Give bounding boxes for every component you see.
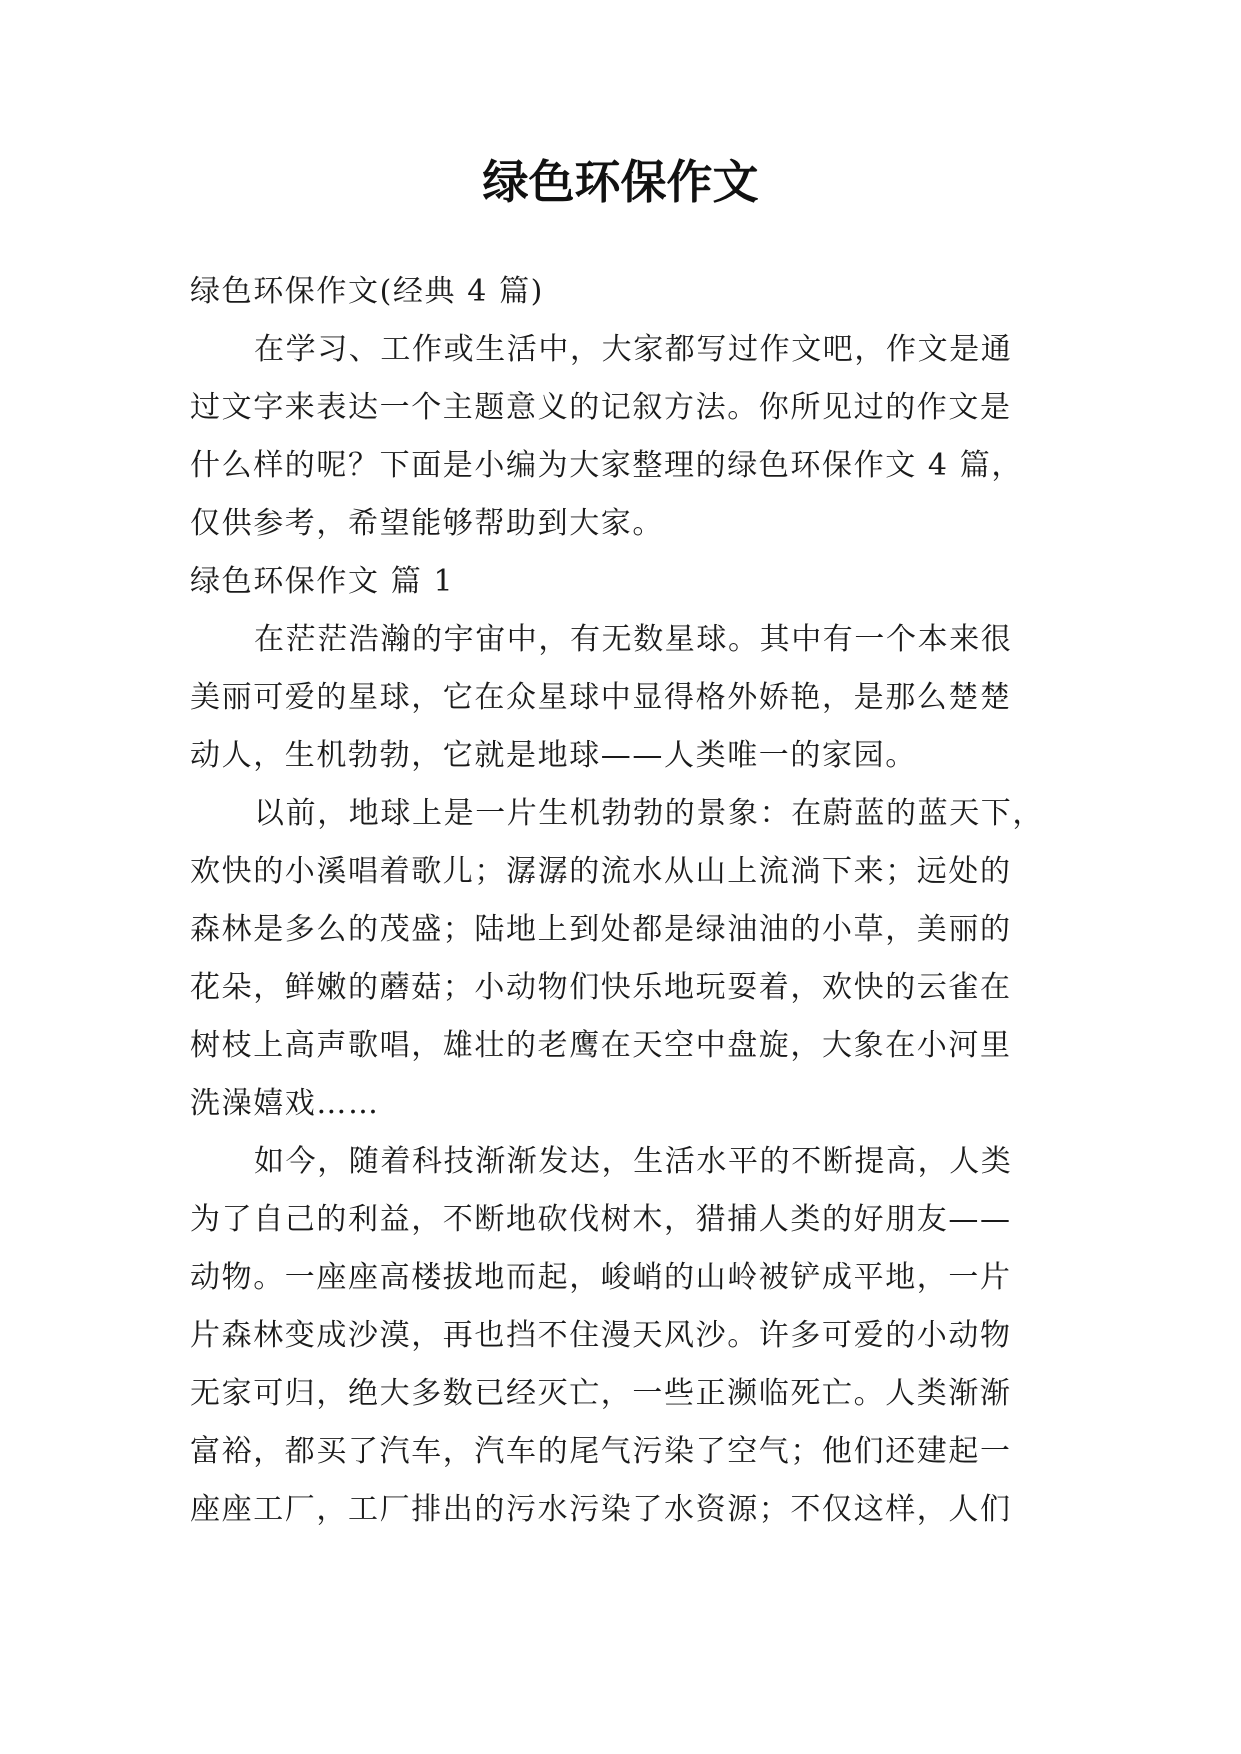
- text-line: 森林是多么的茂盛；陆地上到处都是绿油油的小草，美丽的: [190, 912, 1012, 947]
- text-line: 如今，随着科技渐渐发达，生活水平的不断提高，人类: [254, 1144, 1013, 1179]
- text-line: 洗澡嬉戏……: [190, 1086, 380, 1121]
- text-line: 树枝上高声歌唱，雄壮的老鹰在天空中盘旋，大象在小河里: [190, 1028, 1012, 1063]
- text-line: 什么样的呢？下面是小编为大家整理的绿色环保作文 4 篇，: [190, 448, 1023, 483]
- text-line: 美丽可爱的星球，它在众星球中显得格外娇艳，是那么楚楚: [190, 680, 1012, 715]
- text-line: 欢快的小溪唱着歌儿；潺潺的流水从山上流淌下来；远处的: [190, 854, 1012, 889]
- text-line: 为了自己的利益，不断地砍伐树木，猎捕人类的好朋友——: [190, 1202, 1012, 1237]
- text-line: 动物。一座座高楼拔地而起，峻峭的山岭被铲成平地，一片: [190, 1260, 1012, 1295]
- text-line: 富裕，都买了汽车，汽车的尾气污染了空气；他们还建起一: [190, 1434, 1012, 1469]
- text-line: 绿色环保作文(经典 4 篇): [190, 274, 544, 309]
- text-line: 无家可归，绝大多数已经灭亡，一些正濒临死亡。人类渐渐: [190, 1376, 1012, 1411]
- document-body: [190, 263, 1060, 1539]
- text-line: 动人，生机勃勃，它就是地球——人类唯一的家园。: [190, 738, 917, 773]
- document-title: 绿色环保作文: [482, 155, 759, 209]
- text-line: 仅供参考，希望能够帮助到大家。: [190, 506, 664, 541]
- text-line: 绿色环保作文 篇 1: [190, 564, 455, 599]
- text-line: 座座工厂，工厂排出的污水污染了水资源；不仅这样，人们: [190, 1492, 1012, 1527]
- text-line: 以前，地球上是一片生机勃勃的景象：在蔚蓝的蓝天下，: [254, 796, 1044, 831]
- text-line: 花朵，鲜嫩的蘑菇；小动物们快乐地玩耍着，欢快的云雀在: [190, 970, 1012, 1005]
- text-line: 过文字来表达一个主题意义的记叙方法。你所见过的作文是: [190, 390, 1012, 425]
- text-line: 片森林变成沙漠，再也挡不住漫天风沙。许多可爱的小动物: [190, 1318, 1012, 1353]
- text-line: 在茫茫浩瀚的宇宙中，有无数星球。其中有一个本来很: [254, 622, 1013, 657]
- text-line: 在学习、工作或生活中，大家都写过作文吧，作文是通: [254, 332, 1013, 367]
